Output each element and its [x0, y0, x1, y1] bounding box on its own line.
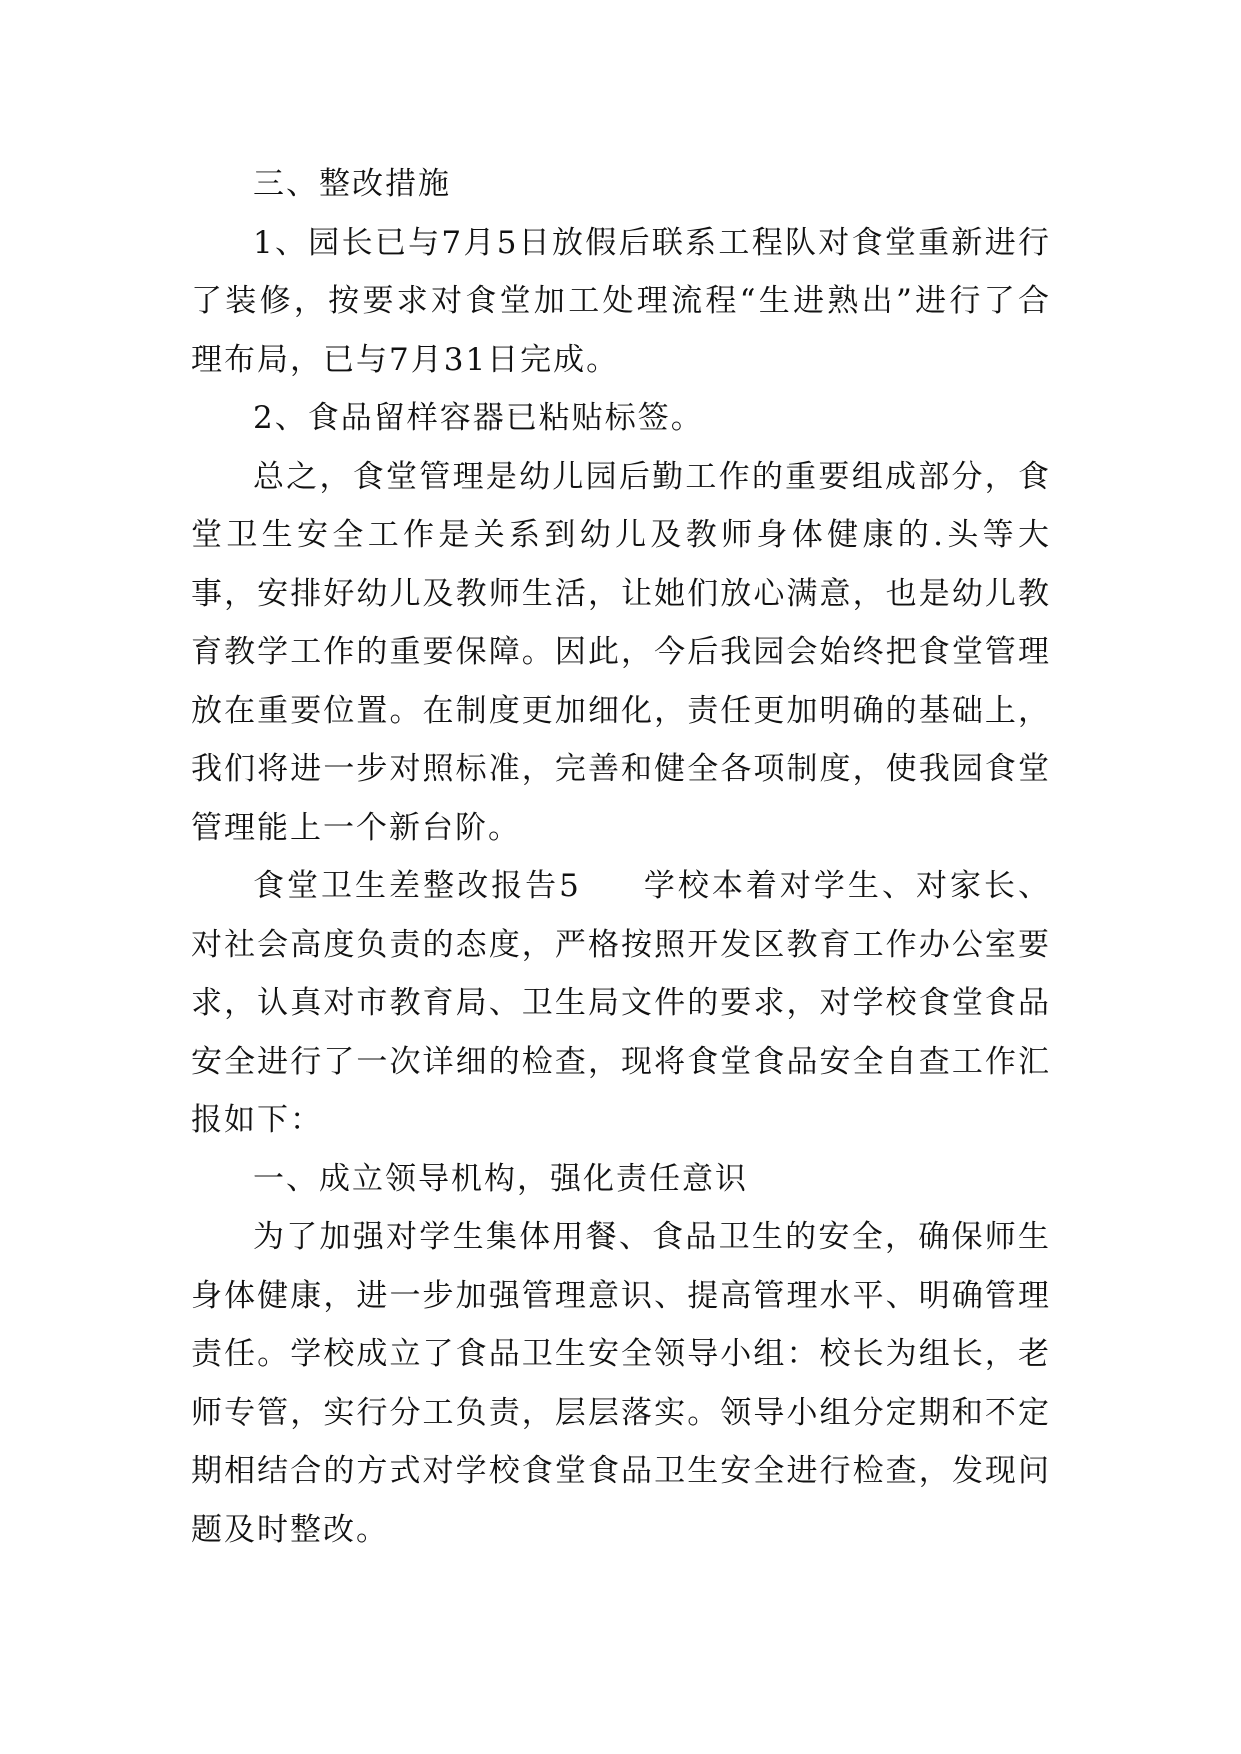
paragraph-summary: 总之，食堂管理是幼儿园后勤工作的重要组成部分，食堂卫生安全工作是关系到幼儿及教师身体健康的.头等大事，安排好幼儿及教师生活，让她们放心满意，也是幼儿教育教学工作的重要保障。因此，今后我园会始终把食堂管理放在重要位置。在制度更加细化，责任更加明确的基础上，我们将进一步对照标准，完善和健全各项制度，使我园食堂管理能上一个新台阶。: [191, 458, 1051, 846]
report-intro-text: 学校本着对学生、对家长、对社会高度负责的态度，严格按照开发区教育工作办公室要求，认真对市教育局、卫生局文件的要求，对学校食堂食品安全进行了一次详细的检查，现将食堂食品安全自查工作汇报如下：: [191, 868, 1051, 1138]
paragraph-sample-labels: 2、食品留样容器已粘贴标签。: [253, 400, 704, 436]
paragraph-renovation: 1、园长已与7月5日放假后联系工程队对食堂重新进行了装修，按要求对食堂加工处理流程“生进熟出”进行了合理布局，已与7月31日完成。: [191, 224, 1051, 378]
section-heading-rectification-measures: 三、整改措施: [253, 166, 451, 202]
paragraph-report-5: [191, 857, 1051, 1150]
report-title: 食堂卫生差整改报告5: [253, 868, 581, 904]
section-heading-leadership: 一、成立领导机构，强化责任意识: [253, 1160, 748, 1197]
document-body: [191, 155, 1051, 1559]
paragraph-leadership-group: 为了加强对学生集体用餐、食品卫生的安全，确保师生身体健康，进一步加强管理意识、提高管理水平、明确管理责任。学校成立了食品卫生安全领导小组：校长为组长，老师专管，实行分工负责，层层落实。领导小组分定期和不定期相结合的方式对学校食堂食品卫生安全进行检查，发现问题及时整改。: [191, 1219, 1051, 1548]
